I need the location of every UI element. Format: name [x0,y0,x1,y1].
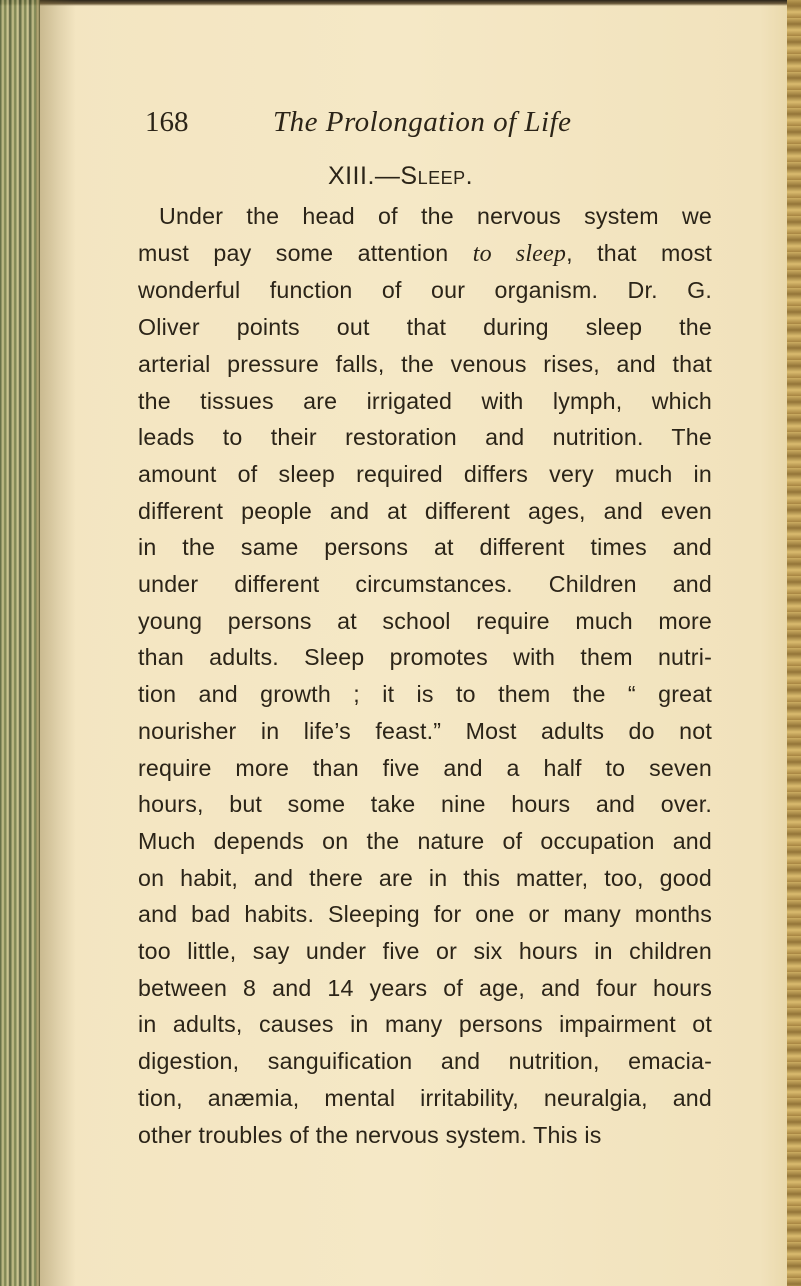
text-line: in adults, causes in many persons impairment ot [138,1011,712,1038]
text-line: in the same persons at different times and [138,534,712,561]
text-line: Oliver points out that during sleep the [138,314,712,341]
text-line: hours, but some take nine hours and over. [138,791,712,818]
section-heading [0,162,801,191]
body-text [138,198,712,1153]
text-line: require more than five and a half to seven [138,754,712,781]
text-line: different people and at different ages, and even [138,497,712,524]
text-line: too little, say under five or six hours in children [138,938,712,965]
text-line: and bad habits. Sleeping for one or many months [138,901,712,928]
text-line: than adults. Sleep promotes with them nutri- [138,644,712,671]
text-line: other troubles of the nervous system. This is [138,1121,602,1148]
text-line: young persons at school require much more [138,607,712,634]
text-line: arterial pressure falls, the venous rises, and that [138,350,712,377]
text-line: under different circumstances. Children and [138,571,712,598]
gutter-shadow [36,0,76,1286]
text-line: Under the head of the nervous system we [159,203,712,229]
text-line: nourisher in life’s feast.” Most adults do not [138,717,712,744]
binding-gutter [0,0,40,1286]
text-line: tion, anæmia, mental irritability, neuralgia, and [138,1084,712,1111]
running-header [145,106,745,142]
text-run: must pay some attention [138,239,473,266]
text-line: leads to their restoration and nutrition. The [138,424,712,451]
text-line: Much depends on the nature of occupation and [138,827,712,854]
top-edge-shadow [0,0,801,6]
text-line: wonderful function of our organism. Dr. G. [138,277,712,304]
text-line: on habit, and there are in this matter, too, good [138,864,712,891]
text-line [138,235,712,273]
section-title: Sleep. [400,162,474,190]
text-line: tion and growth ; it is to them the “ great [138,681,712,708]
text-line: amount of sleep required differs very much in [138,460,712,487]
section-dash: — [374,162,401,190]
italic-text: to sleep [472,240,567,267]
text-line: between 8 and 14 years of age, and four hours [138,974,712,1001]
page-number: 168 [145,106,189,138]
section-number: XIII. [327,162,375,190]
text-run: , that most [566,239,712,266]
text-line: digestion, sanguification and nutrition, emacia- [138,1048,712,1075]
running-title: The Prolongation of Life [273,106,572,138]
page-edge [787,0,801,1286]
text-line: the tissues are irrigated with lymph, which [138,387,712,414]
